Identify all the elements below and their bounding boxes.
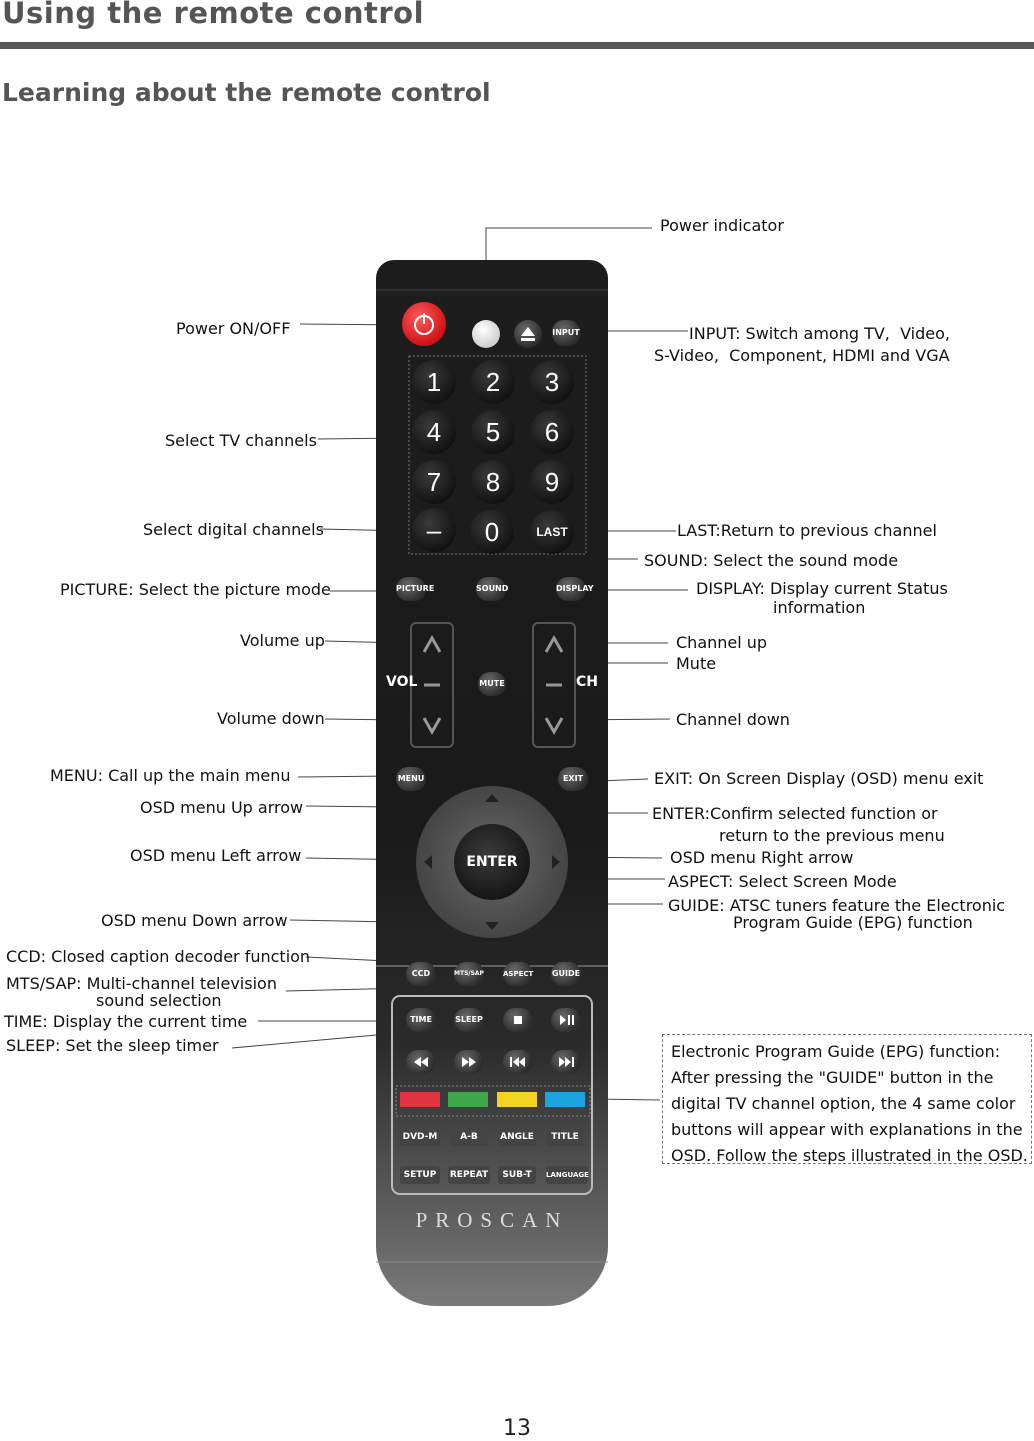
power-indicator-light: [472, 320, 500, 348]
sleep-button[interactable]: SLEEP: [454, 1008, 484, 1032]
skip-forward-icon: [551, 1050, 581, 1074]
label-enter: ENTER:Confirm selected function or: [652, 804, 938, 823]
digit-7-button[interactable]: 7: [412, 460, 456, 504]
repeat-button[interactable]: REPEAT: [448, 1166, 490, 1184]
mute-button[interactable]: MUTE: [478, 672, 506, 696]
a-b-button[interactable]: A-B: [450, 1128, 488, 1146]
label-channel-up: Channel up: [676, 633, 768, 652]
enter-button[interactable]: ENTER: [454, 824, 530, 900]
digit-9-button[interactable]: 9: [530, 460, 574, 504]
label-power-onoff: Power ON/OFF: [176, 319, 291, 338]
ch-arrows-icon: [534, 624, 574, 746]
play-pause-button[interactable]: [551, 1008, 581, 1032]
label-select-digital: Select digital channels: [143, 520, 324, 539]
next-button[interactable]: [551, 1050, 581, 1074]
label-mute: Mute: [676, 654, 717, 673]
display-button[interactable]: DISPLAY: [556, 577, 586, 601]
digit-5-button[interactable]: 5: [471, 410, 515, 454]
fast-forward-icon: [454, 1050, 484, 1074]
time-button[interactable]: TIME: [406, 1008, 436, 1032]
skip-back-icon: [503, 1050, 533, 1074]
setup-button[interactable]: SETUP: [400, 1166, 440, 1184]
page-title: Using the remote control: [2, 0, 425, 30]
label-guide-2: Program Guide (EPG) function: [733, 913, 973, 932]
previous-button[interactable]: [503, 1050, 533, 1074]
epg-note-line: After pressing the "GUIDE" button in the: [671, 1068, 994, 1087]
label-channel-down: Channel down: [676, 710, 790, 729]
label-select-tv: Select TV channels: [165, 431, 317, 450]
label-exit: EXIT: On Screen Display (OSD) menu exit: [654, 769, 984, 788]
label-input: INPUT: Switch among TV, Video,: [689, 324, 950, 343]
label-mts: MTS/SAP: Multi-channel television: [6, 974, 277, 993]
label-last: LAST:Return to previous channel: [677, 521, 937, 540]
sound-button[interactable]: SOUND: [476, 577, 506, 601]
label-time: TIME: Display the current time: [4, 1012, 248, 1031]
power-icon: [402, 302, 446, 346]
label-aspect: ASPECT: Select Screen Mode: [668, 872, 897, 891]
guide-button[interactable]: GUIDE: [551, 962, 581, 986]
blue-button[interactable]: [545, 1092, 585, 1107]
label-right-arrow: OSD menu Right arrow: [670, 848, 854, 867]
play-pause-icon: [551, 1008, 581, 1032]
label-left-arrow: OSD menu Left arrow: [130, 846, 302, 865]
menu-button[interactable]: MENU: [396, 767, 426, 791]
exit-button[interactable]: EXIT: [558, 767, 588, 791]
sub-t-button[interactable]: SUB-T: [498, 1166, 536, 1184]
last-button[interactable]: LAST: [530, 510, 574, 554]
epg-note-line: Electronic Program Guide (EPG) function:: [671, 1042, 1001, 1061]
label-sleep: SLEEP: Set the sleep timer: [6, 1036, 219, 1055]
dash-button[interactable]: –: [412, 508, 456, 552]
section-subtitle: Learning about the remote control: [2, 78, 491, 107]
label-mts-2: sound selection: [96, 991, 222, 1010]
rewind-button[interactable]: [406, 1050, 436, 1074]
label-up-arrow: OSD menu Up arrow: [140, 798, 304, 817]
label-ccd: CCD: Closed caption decoder function: [6, 947, 311, 966]
vol-label: VOL: [386, 674, 418, 690]
label-volume-down: Volume down: [217, 709, 325, 728]
eject-button[interactable]: [514, 320, 542, 348]
page-number: 13: [503, 1416, 531, 1441]
label-input-2: S-Video, Component, HDMI and VGA: [654, 346, 950, 365]
ccd-button[interactable]: CCD: [406, 962, 436, 986]
green-button[interactable]: [448, 1092, 488, 1107]
language-button[interactable]: LANGUAGE: [546, 1166, 588, 1184]
label-display-2: information: [773, 598, 866, 617]
label-volume-up: Volume up: [240, 631, 325, 650]
yellow-button[interactable]: [497, 1092, 537, 1107]
digit-4-button[interactable]: 4: [412, 410, 456, 454]
stop-button[interactable]: [503, 1008, 533, 1032]
rewind-icon: [406, 1050, 436, 1074]
brand-logo: PROSCAN: [415, 1208, 569, 1232]
dvd-m-button[interactable]: DVD-M: [400, 1128, 440, 1146]
power-button[interactable]: [402, 302, 446, 346]
label-menu: MENU: Call up the main menu: [50, 766, 291, 785]
aspect-button[interactable]: ASPECT: [503, 962, 533, 986]
digit-3-button[interactable]: 3: [530, 360, 574, 404]
digit-1-button[interactable]: 1: [412, 360, 456, 404]
title-rule: [0, 42, 1034, 49]
input-button[interactable]: INPUT: [552, 320, 580, 346]
label-down-arrow: OSD menu Down arrow: [101, 911, 288, 930]
remote-control: [376, 260, 608, 1306]
fast-forward-button[interactable]: [454, 1050, 484, 1074]
label-guide: GUIDE: ATSC tuners feature the Electronic: [668, 896, 1006, 915]
epg-note-line: buttons will appear with explanations in the: [671, 1120, 1023, 1139]
eject-icon: [514, 320, 542, 348]
label-picture: PICTURE: Select the picture mode: [60, 580, 331, 599]
digit-2-button[interactable]: 2: [471, 360, 515, 404]
angle-button[interactable]: ANGLE: [498, 1128, 536, 1146]
label-power-indicator: Power indicator: [660, 216, 784, 235]
zero-button[interactable]: 0: [470, 510, 514, 554]
label-enter-2: return to the previous menu: [719, 826, 945, 845]
digit-6-button[interactable]: 6: [530, 410, 574, 454]
channel-rocker[interactable]: [532, 622, 576, 748]
title-button[interactable]: TITLE: [546, 1128, 584, 1146]
stop-icon: [503, 1008, 533, 1032]
label-sound: SOUND: Select the sound mode: [644, 551, 899, 570]
label-display: DISPLAY: Display current Status: [696, 579, 948, 598]
epg-note-box: [662, 1034, 1032, 1164]
epg-note-line: digital TV channel option, the 4 same color: [671, 1094, 1016, 1113]
ch-label: CH: [576, 674, 598, 690]
red-button[interactable]: [400, 1092, 440, 1107]
epg-note-line: OSD. Follow the steps illustrated in the OSD.: [671, 1146, 1028, 1165]
picture-button[interactable]: PICTURE: [396, 577, 426, 601]
digit-8-button[interactable]: 8: [471, 460, 515, 504]
mts-sap-button[interactable]: MTS/SAP: [454, 962, 484, 986]
vol-arrows-icon: [412, 624, 452, 746]
